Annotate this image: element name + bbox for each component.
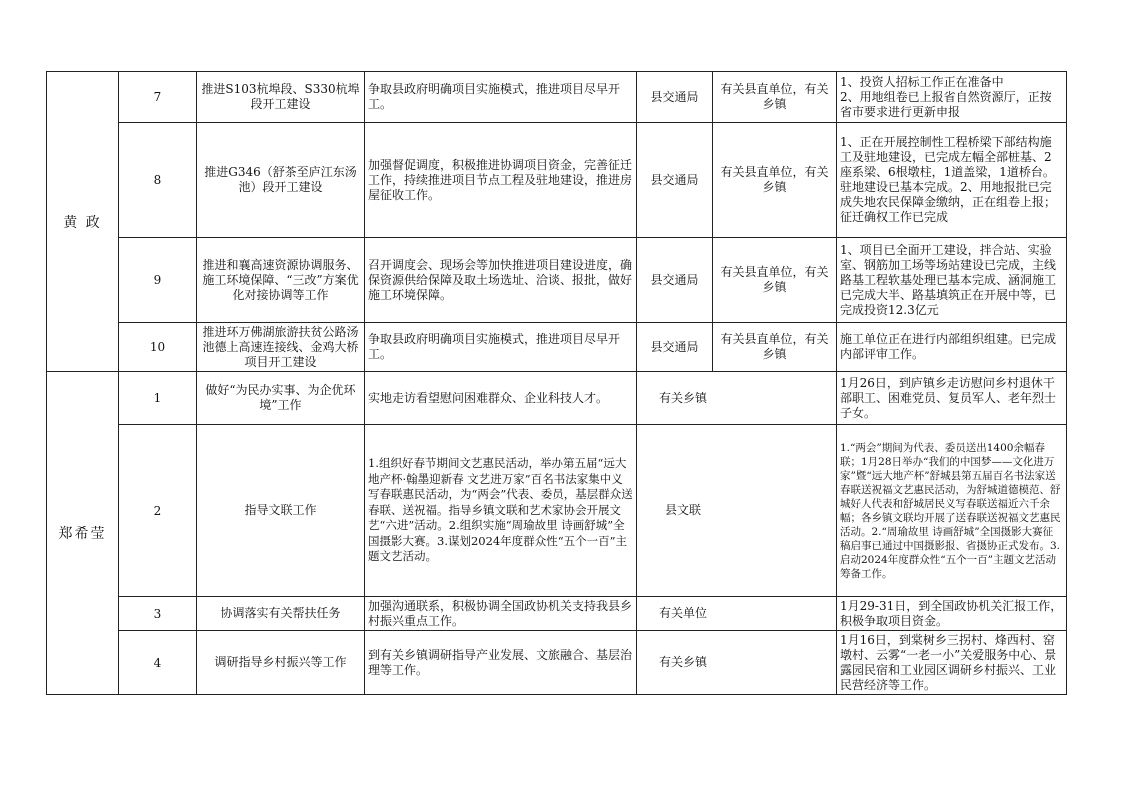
lead-unit-cell: 县交通局: [637, 238, 713, 323]
task-cell: 推进和襄高速资源协调服务、施工环境保障、“三改”方案优化对接协调等工作: [197, 238, 365, 323]
coop-unit-cell: 有关县直单位，有关乡镇: [713, 238, 837, 323]
table-row: [47, 123, 1067, 238]
task-cell: 协调落实有关帮扶任务: [197, 597, 365, 631]
progress-cell: 1月26日，到庐镇乡走访慰问乡村退休干部职工、困难党员、复员军人、老年烈士子女。: [837, 372, 1067, 425]
row-number: 3: [119, 597, 197, 631]
progress-cell: 1、项目已全面开工建设，拌合站、实验室、钢筋加工场等场站建设已完成，主线路基工程软基处理已基本完成、涵洞施工已完成大半、路基填筑正在开展中等，已完成投资12.3亿元: [837, 238, 1067, 323]
coop-unit-cell: 有关县直单位，有关乡镇: [713, 123, 837, 238]
lead-unit-cell: 县交通局: [637, 72, 713, 123]
leader-cell: 郑希莹: [47, 372, 119, 695]
measure-cell: 加强沟通联系，积极协调全国政协机关支持我县乡村振兴重点工作。: [365, 597, 637, 631]
row-number: 1: [119, 372, 197, 425]
coop-unit-cell: 有关县直单位，有关乡镇: [713, 72, 837, 123]
task-cell: 做好“为民办实事、为企优环境”工作: [197, 372, 365, 425]
table-row: [47, 238, 1067, 323]
lead-unit-cell: 有关乡镇: [637, 372, 837, 425]
measure-cell: 争取县政府明确项目实施模式，推进项目尽早开工。: [365, 323, 637, 372]
progress-cell: 1.“两会”期间为代表、委员送出1400余幅春联；1月28日举办“我们的中国梦——文化进万家”暨“远大地产杯”舒城县第五届百名书法家送春联送祝福文艺惠民活动，为舒城道德模范、舒城好人代表和舒城居民义写春联送福近六千余幅；各乡镇文联均开展了送春联送祝福文艺惠民活动。2.“周瑜故里 诗画舒城”全国摄影大赛征稿启事已通过中国摄影报、省摄协正式发布。3.启动2024年度群众性“五个一百”主题文艺活动筹备工作。: [837, 425, 1067, 597]
row-number: 9: [119, 238, 197, 323]
task-cell: 指导文联工作: [197, 425, 365, 597]
task-cell: 推进G346（舒茶至庐江东汤池）段开工建设: [197, 123, 365, 238]
measure-cell: 1.组织好春节期间文艺惠民活动，举办第五届“远大地产杯·翰墨迎新春 文艺进万家”百名书法家集中义写春联惠民活动，为“两会”代表、委员，基层群众送春联、送祝福。指导乡镇文联和艺术家协会开展文艺“六进”活动。2.组织实施“周瑜故里 诗画舒城”全国摄影大赛。3.谋划2024年度群众性“五个一百”主题文艺活动。: [365, 425, 637, 597]
progress-cell: 1月16日，到棠树乡三拐村、烽西村、窑墩村、云雾“一老一小”关爱服务中心、景露园民宿和工业园区调研乡村振兴、工业民营经济等工作。: [837, 631, 1067, 695]
row-number: 4: [119, 631, 197, 695]
lead-unit-cell: 县文联: [637, 425, 837, 597]
measure-cell: 召开调度会、现场会等加快推进项目建设进度，确保资源供给保障及取土场选址、洽谈、报批，做好施工环境保障。: [365, 238, 637, 323]
leader-cell: 黄 政: [47, 72, 119, 372]
measure-cell: 到有关乡镇调研指导产业发展、文旅融合、基层治理等工作。: [365, 631, 637, 695]
table-row: [47, 372, 1067, 425]
table-row: [47, 425, 1067, 597]
task-cell: 推进S103杭埠段、S330杭埠段开工建设: [197, 72, 365, 123]
progress-cell: 1、投资人招标工作正在准备中 2、用地组卷已上报省自然资源厅，正按省市要求进行更新申报: [837, 72, 1067, 123]
lead-unit-cell: 有关单位: [637, 597, 837, 631]
task-cell: 调研指导乡村振兴等工作: [197, 631, 365, 695]
row-number: 10: [119, 323, 197, 372]
row-number: 7: [119, 72, 197, 123]
row-number: 2: [119, 425, 197, 597]
lead-unit-cell: 县交通局: [637, 323, 713, 372]
table-row: [47, 597, 1067, 631]
table-row: [47, 631, 1067, 695]
task-cell: 推进环万佛湖旅游扶贫公路汤池德上高速连接线、金鸡大桥项目开工建设: [197, 323, 365, 372]
measure-cell: 实地走访看望慰问困难群众、企业科技人才。: [365, 372, 637, 425]
coop-unit-cell: 有关县直单位，有关乡镇: [713, 323, 837, 372]
progress-cell: 1、正在开展控制性工程桥梁下部结构施工及驻地建设，已完成左幅全部桩基、2座系梁、6根墩柱，1道盖梁，1道桥台。驻地建设已基本完成。2、用地报批已完成失地农民保障金缴纳，正在组卷上报；征迁确权工作已完成: [837, 123, 1067, 238]
measure-cell: 加强督促调度，积极推进协调项目资金，完善征迁工作，持续推进项目节点工程及驻地建设，推进房屋征收工作。: [365, 123, 637, 238]
measure-cell: 争取县政府明确项目实施模式，推进项目尽早开工。: [365, 72, 637, 123]
table-row: [47, 323, 1067, 372]
progress-cell: 1月29-31日，到全国政协机关汇报工作，积极争取项目资金。: [837, 597, 1067, 631]
lead-unit-cell: 有关乡镇: [637, 631, 837, 695]
row-number: 8: [119, 123, 197, 238]
table-row: [47, 72, 1067, 123]
work-progress-table: [46, 71, 1067, 695]
progress-cell: 施工单位正在进行内部组织组建。已完成内部评审工作。: [837, 323, 1067, 372]
lead-unit-cell: 县交通局: [637, 123, 713, 238]
